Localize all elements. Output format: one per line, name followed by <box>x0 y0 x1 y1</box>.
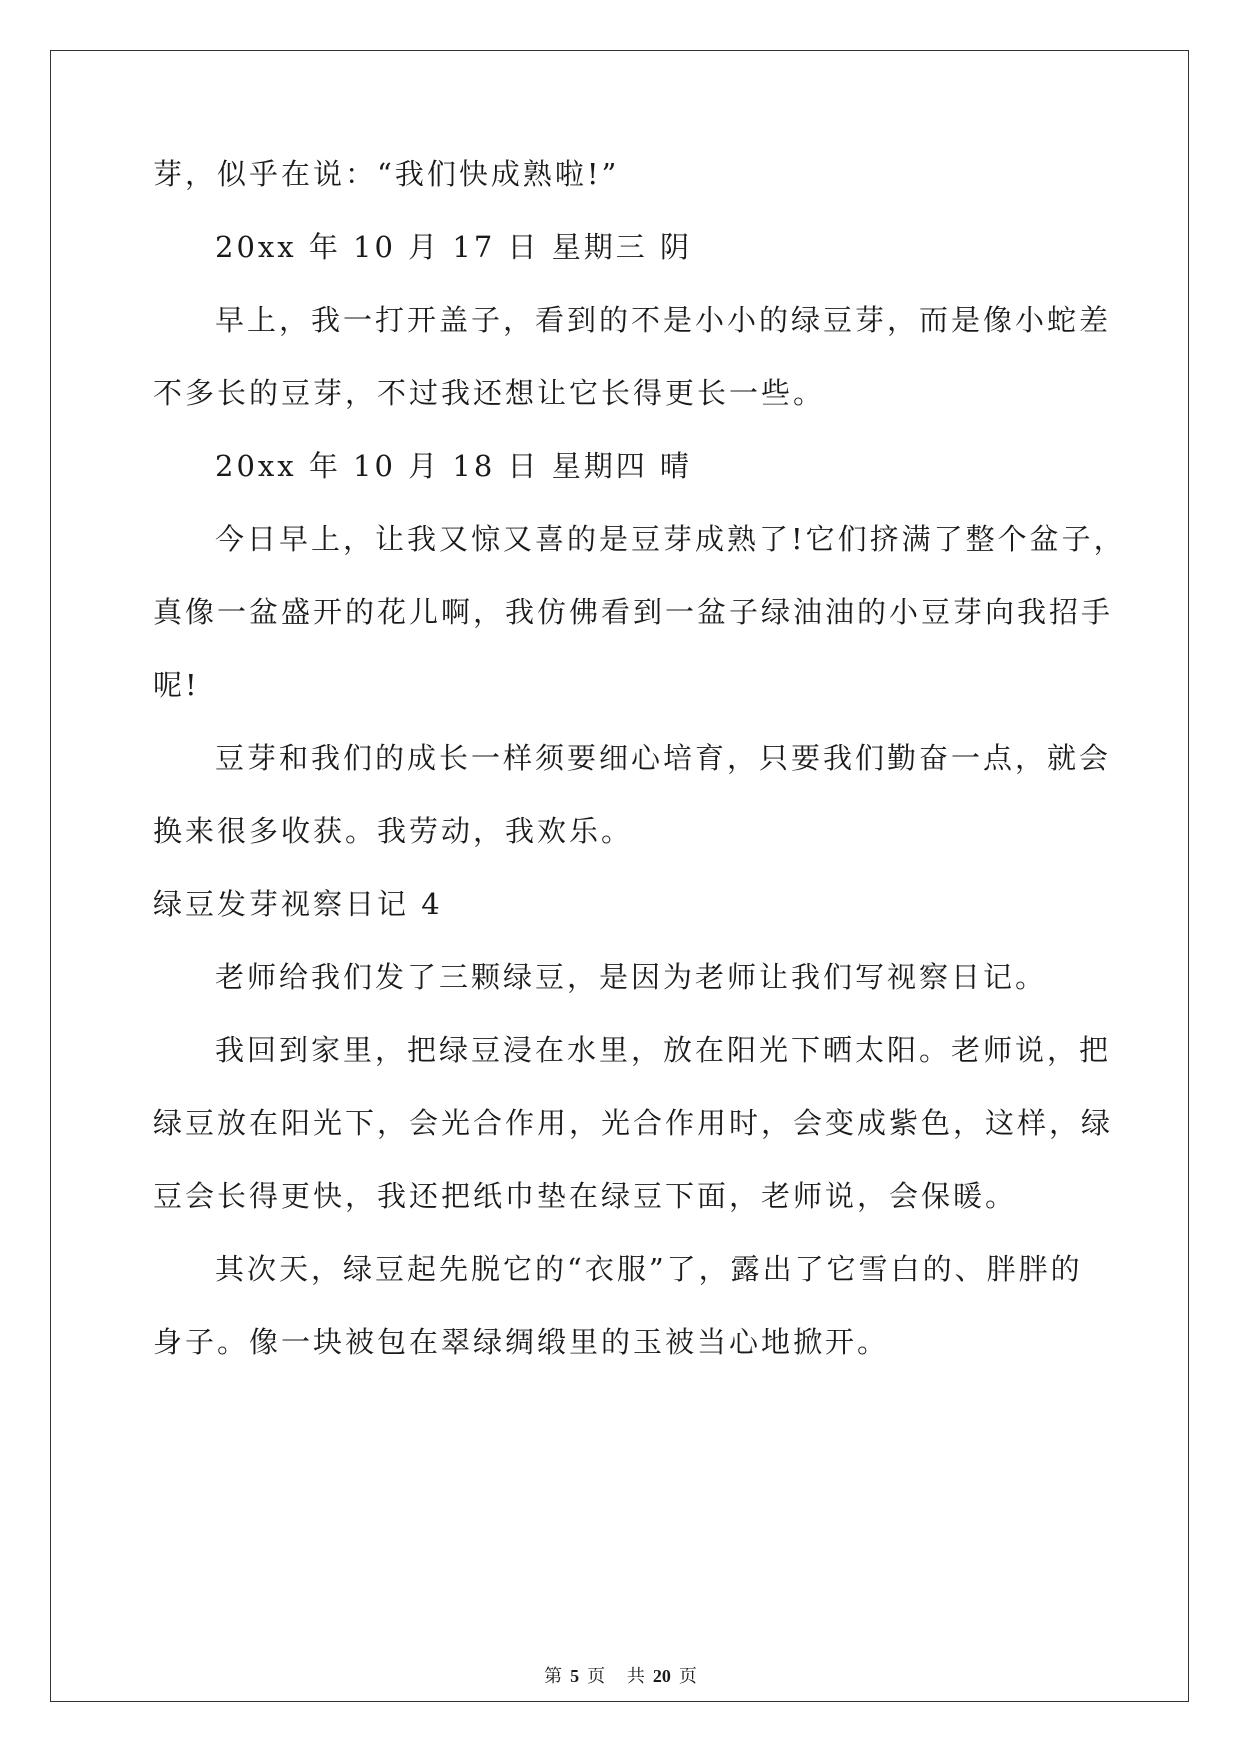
total-suffix: 页 <box>678 1666 697 1687</box>
text-line: 不多长的豆芽，不过我还想让它长得更长一些。 <box>153 376 826 410</box>
text-line: 真像一盆盛开的花儿啊，我仿佛看到一盆子绿油油的小豆芽向我招手 <box>153 595 1114 629</box>
diary-date-heading: 20xx 年 10 月 18 日 星期四 晴 <box>215 449 692 483</box>
page-number: 5 <box>570 1666 580 1686</box>
text-line: 呢! <box>153 668 200 702</box>
page-indicator <box>540 1666 609 1687</box>
page-suffix: 页 <box>587 1666 606 1687</box>
text-line: 换来很多收获。我劳动，我欢乐。 <box>153 814 634 848</box>
total-prefix: 共 <box>626 1666 645 1687</box>
text-line: 绿豆放在阳光下，会光合作用，光合作用时，会变成紫色，这样，绿 <box>153 1106 1114 1140</box>
text-line: 芽，似乎在说：“我们快成熟啦!” <box>153 157 620 191</box>
text-line: 今日早上，让我又惊又喜的是豆芽成熟了!它们挤满了整个盆子， <box>215 522 1126 556</box>
text-line: 我回到家里，把绿豆浸在水里，放在阳光下晒太阳。老师说，把 <box>215 1033 1112 1067</box>
text-line: 老师给我们发了三颗绿豆，是因为老师让我们写视察日记。 <box>215 960 1048 994</box>
page-prefix: 第 <box>544 1666 563 1687</box>
text-line: 身子。像一块被包在翠绿绸缎里的玉被当心地掀开。 <box>153 1325 890 1359</box>
page-frame <box>50 50 1189 1702</box>
total-pages: 20 <box>652 1666 671 1686</box>
text-line: 其次天，绿豆起先脱它的“衣服”了，露出了它雪白的、胖胖的 <box>215 1252 1083 1286</box>
diary-date-heading: 20xx 年 10 月 17 日 星期三 阴 <box>215 230 692 264</box>
section-title: 绿豆发芽视察日记 4 <box>153 887 443 921</box>
page-footer <box>0 1665 1241 1688</box>
text-line: 早上，我一打开盖子，看到的不是小小的绿豆芽，而是像小蛇差 <box>215 303 1112 337</box>
text-line: 豆芽和我们的成长一样须要细心培育，只要我们勤奋一点，就会 <box>215 741 1112 775</box>
text-line: 豆会长得更快，我还把纸巾垫在绿豆下面，老师说，会保暖。 <box>153 1179 1018 1213</box>
total-indicator <box>623 1666 701 1687</box>
